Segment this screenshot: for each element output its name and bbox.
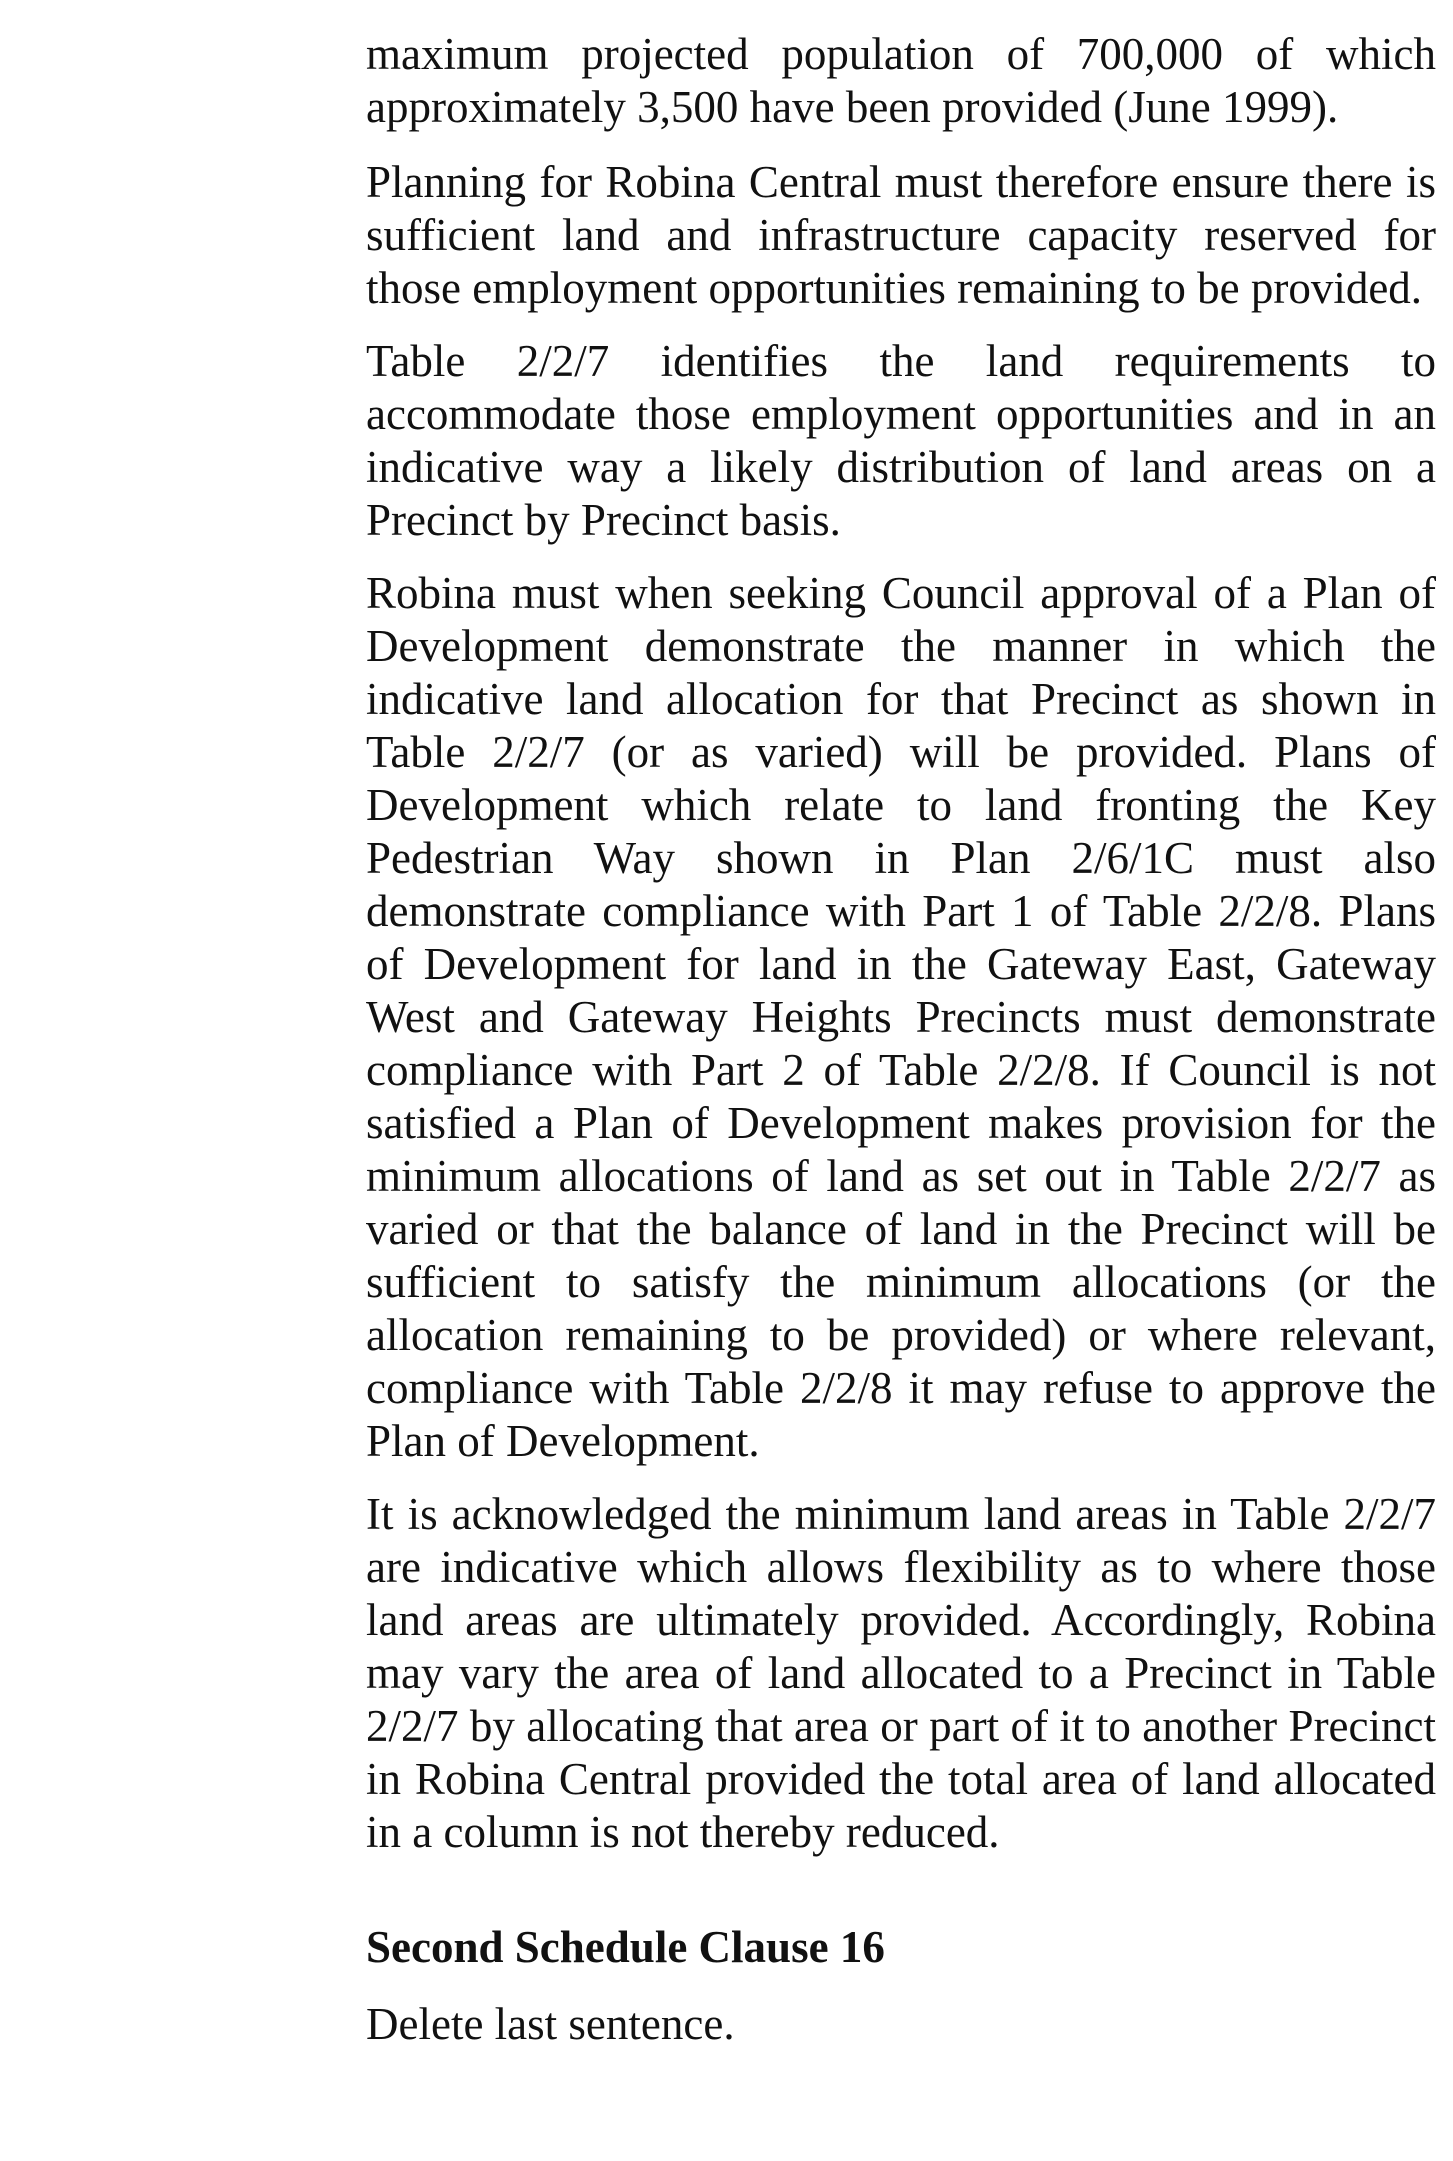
section-heading: Second Schedule Clause 16 [366,1922,885,1972]
paragraph-acknowledged: It is acknowledged the minimum land areas in Table 2/2/7 are indicative which allows flexibility as to where those land areas are ultimately provided. Accordingly, Robina may vary the area of land allocated to a Precinct in Table 2/2/7 by allocating that area or part of it to another Precinct in Robina Central provided the total area of land allocated in a column is not thereby reduced. [366,1489,1436,1857]
paragraph-planning: Planning for Robina Central must therefore ensure there is sufficient land and infrastructure capacity reserved for those employment opportunities remaining to be provided. [366,157,1436,313]
instruction-text: Delete last sentence. [366,1999,735,2049]
paragraph-population: maximum projected population of 700,000 of which approximately 3,500 have been provided (June 1999). [366,29,1436,132]
paragraph-plan-of-development: Robina must when seeking Council approval of a Plan of Development demonstrate the manner in which the indicative land allocation for that Precinct as shown in Table 2/2/7 (or as varied) will be provided. Plans of Development which relate to land fronting the Key Pedestrian Way shown in Plan 2/6/1C must also demonstrate compliance with Part 1 of Table 2/2/8. Plans of Development for land in the Gateway East, Gateway West and Gateway Heights Precincts must demonstrate compliance with Part 2 of Table 2/2/8. If Council is not satisfied a Plan of Development makes provision for the minimum allocations of land as set out in Table 2/2/7 as varied or that the balance of land in the Precinct will be sufficient to satisfy the minimum allocations (or the allocation remaining to be provided) or where relevant, compliance with Table 2/2/8 it may refuse to approve the Plan of Development. [366,568,1436,1466]
document-page [366,28,1436,2051]
paragraph-table-identifies: Table 2/2/7 identifies the land requirements to accommodate those employment opportunities and in an indicative way a likely distribution of land areas on a Precinct by Precinct basis. [366,336,1436,545]
